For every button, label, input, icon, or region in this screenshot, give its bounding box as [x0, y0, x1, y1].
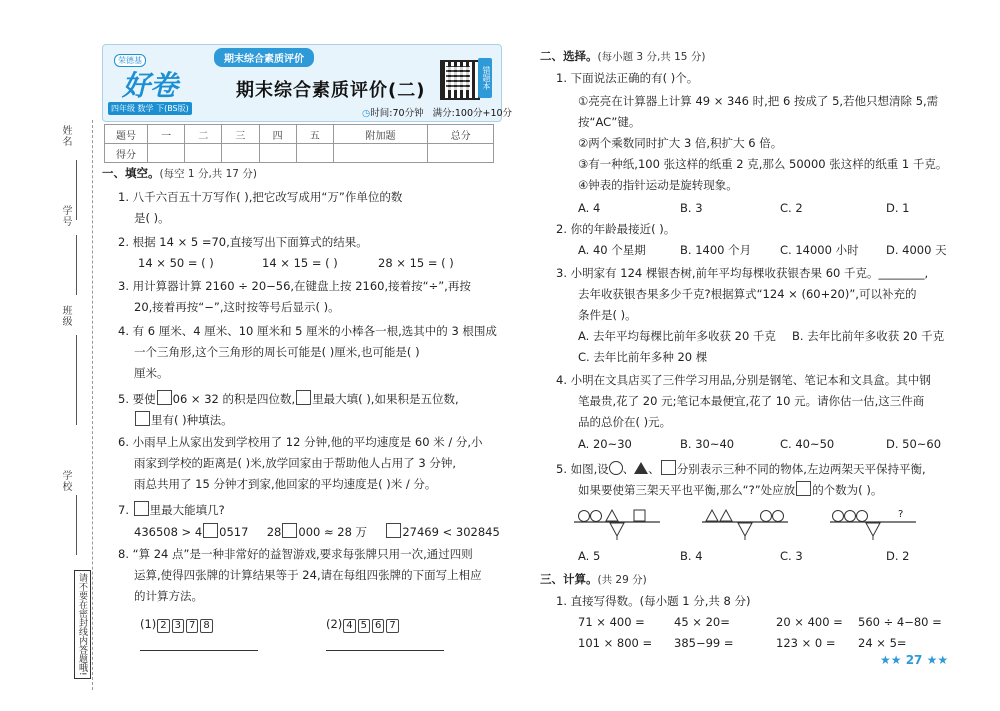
exam-full-score: 满分:100分+10分: [432, 108, 513, 119]
q5-line-2: [134, 411, 233, 427]
calc-item: 24 × 5=: [858, 636, 907, 650]
q5-text-4: 里有( )种填法。: [151, 413, 233, 427]
q6-line-3: 雨总共用了 15 分钟才到家,他回家的平均速度是( )米 / 分。: [134, 477, 437, 491]
score-table-score-row: [105, 144, 494, 163]
playing-card: 6: [372, 619, 384, 633]
calc-item: 71 × 400 =: [578, 615, 645, 629]
q6-line-1: 6. 小雨早上从家出发到学校用了 12 分钟,他的平均速度是 60 米 / 分,小: [118, 435, 483, 449]
c5-option[interactable]: B. 4: [680, 549, 703, 563]
c2-option[interactable]: B. 1400 个月: [680, 243, 752, 257]
blank-box[interactable]: [157, 390, 172, 405]
blank-box[interactable]: [282, 523, 297, 538]
section-2-points: (每小题 3 分,共 15 分): [597, 51, 706, 63]
c5-text-1: 5. 如图,设: [556, 462, 609, 476]
q8-group-2-label: (2): [326, 617, 343, 631]
q2-calc-2: 14 × 15 = ( ): [262, 256, 338, 270]
c3-line-1: 3. 小明家有 124 棵银杏树,前年平均每棵收获银杏果 60 千克。________,: [556, 266, 929, 280]
qr-code-pattern: [446, 66, 470, 90]
section-1-points: (每空 1 分,共 17 分): [159, 168, 257, 180]
c1-statement-3: ③有一种纸,100 张这样的纸重 2 克,那么 50000 张这样的纸重 1 千克。: [578, 157, 948, 171]
q2-calc-1: 14 × 50 = ( ): [138, 256, 214, 270]
calc-item: 101 × 800 =: [578, 636, 653, 650]
c5-line-1: [556, 460, 926, 476]
q6-line-2: 雨家到学校的距离是( )米,放学回家由于帮助他人占用了 3 分钟,: [134, 456, 457, 470]
q7-number: 7.: [118, 503, 129, 517]
score-table-header-row: [105, 125, 494, 144]
q8-line-1: 8. “算 24 点”是一种非常好的益智游戏,要求每张牌只用一次,通过四则: [118, 547, 473, 561]
q1-line-1: 1. 八千六百五十万写作( ),把它改写成用“万”作单位的数: [118, 190, 403, 204]
blank-box[interactable]: [296, 390, 311, 405]
table-cell: 三: [222, 125, 259, 144]
playing-card: 5: [358, 619, 370, 633]
c4-line-1: 4. 小明在文具店买了三件学习用品,分别是钢笔、笔记本和文具盒。其中钢: [556, 373, 931, 387]
playing-card: 4: [343, 619, 355, 633]
seal-note: 请不要在密封线内答题哦!: [74, 570, 91, 679]
student-number-label: 学号: [60, 205, 71, 227]
c3-line-3: 条件是( )。: [578, 308, 637, 322]
c1-line: 1. 下面说法正确的有( )个。: [556, 71, 699, 85]
q7-item-2b: 000 ≈ 28 万: [298, 525, 368, 539]
triangle-icon: [634, 462, 648, 474]
unknown-mark: ?: [898, 509, 904, 520]
calc-item: 20 × 400 =: [776, 615, 843, 629]
c4-option[interactable]: C. 40~50: [780, 437, 835, 451]
score-input-cell[interactable]: [148, 144, 185, 163]
table-cell: 题号: [105, 125, 148, 144]
q5-text-2: 06 × 32 的积是四位数,: [172, 392, 296, 406]
c5-text-4: 如果要使第三架天平也平衡,那么“?”处应放: [578, 483, 796, 497]
table-cell: 二: [185, 125, 222, 144]
c4-option[interactable]: A. 20~30: [578, 437, 632, 451]
c1-option[interactable]: D. 1: [886, 201, 910, 215]
q5-text-3: 里最大填( ),如果积是五位数,: [312, 392, 459, 406]
playing-card: 7: [186, 619, 198, 633]
c4-option[interactable]: B. 30~40: [680, 437, 735, 451]
q5-text-1: 5. 要使: [118, 392, 156, 406]
c3-line-2: 去年收获银杏果多少千克?根据算式“124 × (60+20)”,可以补充的: [578, 287, 917, 301]
q8-group-2: [326, 617, 400, 633]
answer-line[interactable]: [326, 650, 444, 651]
section-1-heading: 一、填空。: [102, 166, 160, 180]
square-icon: [796, 481, 811, 496]
q3-line-1: 3. 用计算器计算 2160 ÷ 20−56,在键盘上按 2160,接着按“÷”,再按: [118, 279, 471, 293]
playing-card: 8: [200, 619, 212, 633]
c5-text-2: 、: [622, 462, 635, 476]
brand-subtitle: 四年级 数学 下(BS版): [108, 102, 192, 115]
seal-line: [92, 120, 93, 690]
calc-item: 385−99 =: [674, 636, 734, 650]
balance-scale-1: [572, 506, 662, 542]
playing-card: 7: [386, 619, 398, 633]
section-2-heading: 二、选择。: [540, 49, 598, 63]
blank-box[interactable]: [135, 411, 150, 426]
c1-statement-2: ②两个乘数同时扩大 3 倍,积扩大 6 倍。: [578, 136, 783, 150]
name-label: 姓名: [60, 125, 71, 147]
score-table: [104, 124, 494, 163]
calc-item: 560 ÷ 4−80 =: [858, 615, 942, 629]
c1-option[interactable]: A. 4: [578, 201, 601, 215]
q7-item-3: 27469 < 302845: [402, 525, 500, 539]
c1-statement-1b: 按“AC”键。: [578, 115, 641, 129]
c1-option[interactable]: B. 3: [680, 201, 703, 215]
score-input-cell[interactable]: [185, 144, 222, 163]
c4-line-3: 品的总价在( )元。: [578, 415, 672, 429]
c3-option[interactable]: C. 去年比前年多种 20 棵: [578, 350, 708, 364]
q4-line-2: 一个三角形,这个三角形的周长可能是( )厘米,也可能是( ): [134, 345, 420, 359]
c5-option[interactable]: D. 2: [886, 549, 910, 563]
circle-icon: [609, 461, 623, 475]
brand-top: 荣德基: [114, 54, 146, 67]
c4-option[interactable]: D. 50~60: [886, 437, 942, 451]
section-3-points: (共 29 分): [597, 574, 647, 586]
q7-item-1b: 0517: [219, 525, 249, 539]
q7-item-2a: 28: [266, 525, 282, 539]
brand-logo: [108, 52, 188, 112]
c5-option[interactable]: A. 5: [578, 549, 601, 563]
student-number-field-line: [76, 235, 77, 295]
c1-statement-4: ④钟表的指针运动是旋转现象。: [578, 178, 738, 192]
c5-text-5: 的个数为( )。: [812, 483, 883, 497]
page-number: ★★ 27 ★★: [880, 653, 949, 667]
exam-time: 时间:70分钟: [370, 108, 424, 119]
q7-text: 里最大能填几?: [149, 503, 225, 517]
q8-line-3: 的计算方法。: [134, 589, 203, 603]
q7-item-1a: 436508 > 4: [134, 525, 203, 539]
answer-line[interactable]: [140, 650, 258, 651]
q5-line-1: [118, 390, 459, 406]
school-label: 学校: [60, 470, 71, 492]
exam-meta: [362, 105, 512, 119]
error-book-badge: 错题本: [478, 58, 492, 98]
section-2-title: [540, 49, 705, 64]
calc-item: 123 × 0 =: [776, 636, 836, 650]
score-input-cell[interactable]: [428, 144, 494, 163]
playing-card: 2: [157, 619, 169, 633]
q8-group-1: [140, 617, 214, 633]
square-icon: [661, 460, 676, 475]
balance-scale-3: [828, 506, 918, 542]
q2-line-1: 2. 根据 14 × 5 =70,直接写出下面算式的结果。: [118, 235, 368, 249]
exam-title: 期末综合素质评价(二): [236, 80, 426, 101]
q8-group-1-label: (1): [140, 617, 157, 631]
q8-line-2: 运算,使得四张牌的计算结果等于 24,请在每组四张牌的下面写上相应: [134, 568, 482, 582]
class-field-line: [76, 335, 77, 425]
table-cell: 五: [296, 125, 333, 144]
c1-option[interactable]: C. 2: [780, 201, 803, 215]
table-cell: 得分: [105, 144, 148, 163]
q7-line-1: [118, 501, 225, 517]
table-cell: 一: [148, 125, 185, 144]
table-cell: 附加题: [333, 125, 427, 144]
q4-line-3: 厘米。: [134, 366, 169, 380]
c1-statement-1a: ①亮亮在计算器上计算 49 × 346 时,把 6 按成了 5,若他只想清除 5,需: [578, 94, 939, 108]
section-3-heading: 三、计算。: [540, 572, 598, 586]
clock-icon: ◷: [362, 108, 371, 119]
name-field-line: [76, 160, 77, 220]
c3-option[interactable]: B. 去年比前年多收获 20 千克: [792, 329, 945, 343]
c2-option[interactable]: C. 14000 小时: [780, 243, 859, 257]
exam-tag: 期末综合素质评价: [214, 48, 314, 67]
calc-item: 45 × 20=: [674, 615, 730, 629]
c5-text-2b: 、: [648, 462, 660, 476]
c5-option[interactable]: C. 3: [780, 549, 803, 563]
score-input-cell[interactable]: [333, 144, 427, 163]
score-input-cell[interactable]: [222, 144, 259, 163]
q1-line-2: 是( )。: [134, 211, 170, 225]
playing-card: 3: [172, 619, 184, 633]
q2-calc-3: 28 × 15 = ( ): [378, 256, 454, 270]
q7-line-2: [134, 523, 500, 539]
k1-line: 1. 直接写得数。(每小题 1 分,共 8 分): [556, 594, 751, 608]
c3-option[interactable]: A. 去年平均每棵比前年多收获 20 千克: [578, 329, 776, 343]
table-cell: 总分: [428, 125, 494, 144]
section-3-title: [540, 572, 647, 587]
c2-line: 2. 你的年龄最接近( )。: [556, 222, 676, 236]
section-1-title: [102, 166, 257, 181]
c4-line-2: 笔最贵,花了 20 元;笔记本最便宜,花了 10 元。请你估一估,这三件商: [578, 394, 925, 408]
brand-logo-text: 好卷: [122, 69, 179, 102]
q4-line-1: 4. 有 6 厘米、4 厘米、10 厘米和 5 厘米的小棒各一根,选其中的 3 根围成: [118, 324, 497, 338]
table-cell: 四: [259, 125, 296, 144]
c2-option[interactable]: A. 40 个星期: [578, 243, 646, 257]
c2-option[interactable]: D. 4000 天: [886, 243, 947, 257]
blank-box[interactable]: [386, 523, 401, 538]
school-field-line: [76, 495, 77, 555]
blank-box[interactable]: [203, 523, 218, 538]
balance-scale-2: [700, 506, 790, 542]
class-label: 班级: [60, 305, 71, 327]
c5-line-2: [578, 481, 882, 497]
score-input-cell[interactable]: [259, 144, 296, 163]
blank-box[interactable]: [134, 501, 149, 516]
score-input-cell[interactable]: [296, 144, 333, 163]
c5-text-3: 分别表示三种不同的物体,左边两架天平保持平衡,: [676, 462, 926, 476]
q3-line-2: 20,接着再按“−”,这时按等号后显示( )。: [134, 300, 340, 314]
